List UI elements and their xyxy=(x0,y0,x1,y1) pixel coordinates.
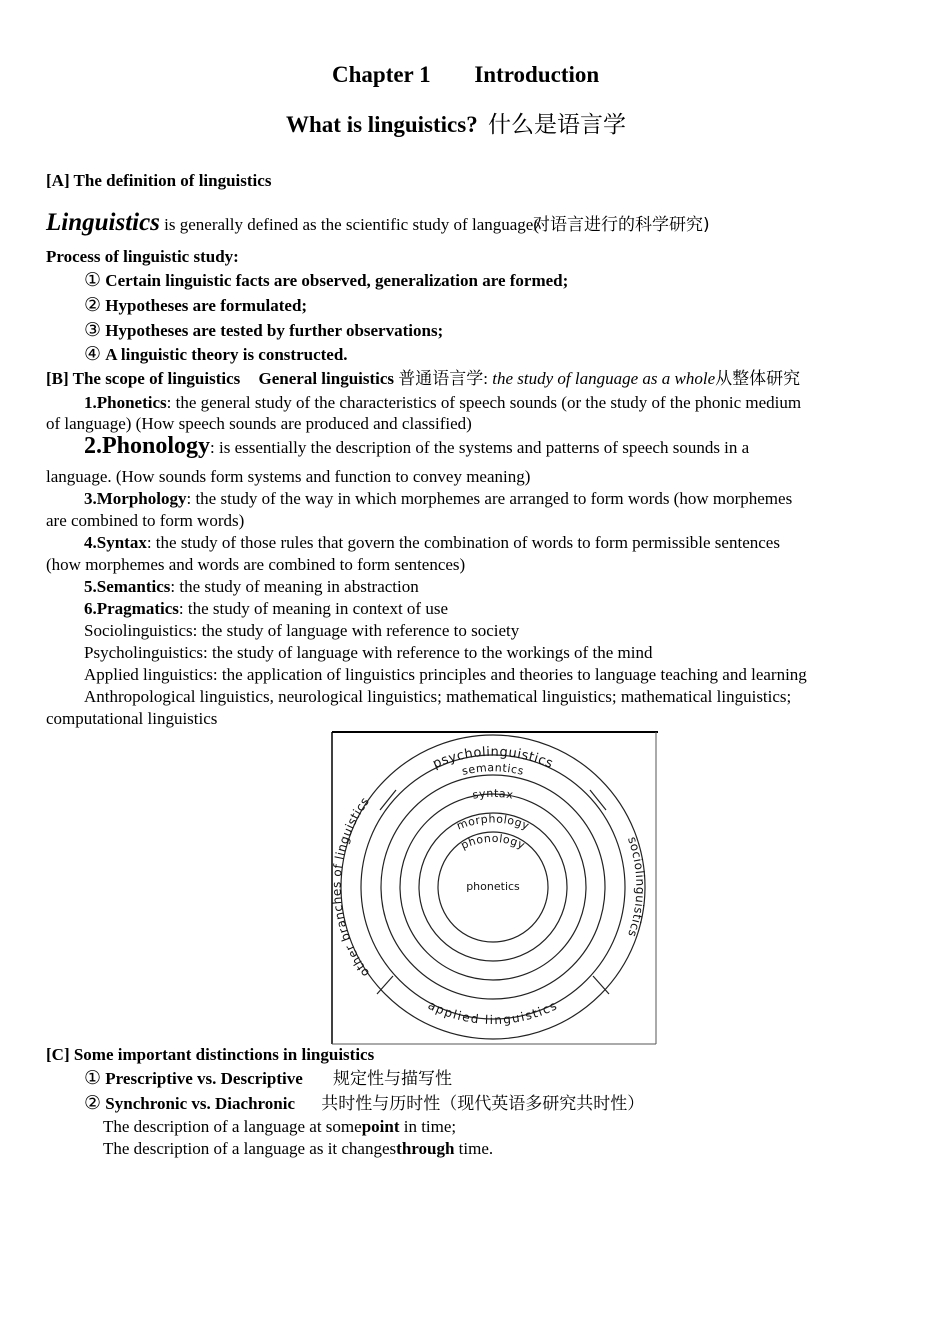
label-morphology: morphology xyxy=(454,812,532,833)
step-text: A linguistic theory is constructed. xyxy=(105,345,348,364)
psycholinguistics-line: Psycholinguistics: the study of language with reference to the workings of the mind xyxy=(84,643,653,662)
section-b-heading: [B] The scope of linguistics xyxy=(46,369,241,388)
process-step xyxy=(84,295,307,317)
general-definition: the study of language as a whole xyxy=(492,369,716,388)
diachronic-text-end: time. xyxy=(454,1139,494,1158)
definition-text: is generally defined as the scientific study of language( xyxy=(159,215,539,234)
distinction-cn: 规定性与描写性 xyxy=(333,1069,453,1089)
step-number: ③ xyxy=(84,320,102,341)
general-colon: : xyxy=(483,369,489,388)
general-linguistics: General linguistics xyxy=(258,369,395,388)
sociolinguistics-line: Sociolinguistics: the study of language with reference to society xyxy=(84,621,520,640)
pragmatics-def: : the study of meaning in context of use xyxy=(178,599,449,618)
chapter-number: Chapter 1 xyxy=(332,62,431,87)
morphology-def: : the study of the way in which morphemes are arranged to form words (how morphemes xyxy=(186,489,793,508)
label-applied-linguistics: applied linguistics xyxy=(425,997,561,1028)
label-phonology: phonology xyxy=(458,831,528,853)
synchronic-text-end: in time; xyxy=(399,1117,457,1136)
phonology-term: 2.Phonology xyxy=(84,433,211,459)
syntax-line xyxy=(84,533,780,553)
label-psycholinguistics: psycholinguistics xyxy=(430,744,556,772)
phonetics-line-2: of language) (How speech sounds are produced and classified) xyxy=(46,414,472,433)
step-number: ② xyxy=(84,295,102,316)
chapter-title: Introduction xyxy=(474,62,600,87)
distinction-cn: 共时性与历时性（现代英语多研究共时性） xyxy=(321,1094,645,1114)
chapter-heading xyxy=(332,62,599,88)
semantics-term: 5.Semantics xyxy=(84,577,171,596)
process-step xyxy=(84,320,443,342)
syntax-def: : the study of those rules that govern the combination of words to form permissible sentences xyxy=(146,533,780,552)
distinction-item xyxy=(84,1068,452,1090)
general-definition-cn: 从整体研究 xyxy=(715,369,801,389)
semantics-line xyxy=(84,577,419,597)
phonetics-line xyxy=(84,393,801,413)
syntax-term: 4.Syntax xyxy=(84,533,147,552)
diachronic-definition xyxy=(103,1139,493,1159)
distinction-text: Synchronic vs. Diachronic xyxy=(105,1094,295,1113)
divider-lower-left xyxy=(377,976,393,994)
distinction-number: ① xyxy=(84,1068,102,1089)
label-sociolinguistics: sociolinguistics xyxy=(624,834,648,940)
distinction-text: Prescriptive vs. Descriptive xyxy=(105,1069,303,1088)
section-a-heading: [A] The definition of linguistics xyxy=(46,171,272,190)
morphology-line xyxy=(84,489,792,509)
definition-term: Linguistics xyxy=(46,209,160,236)
pragmatics-term: 6.Pragmatics xyxy=(84,599,179,618)
phonology-def: : is essentially the description of the systems and patterns of speech sounds in a xyxy=(210,438,750,457)
anthropological-line: Anthropological linguistics, neurological linguistics; mathematical linguistics; mathematical linguistics; xyxy=(84,687,792,706)
synchronic-definition xyxy=(103,1117,456,1137)
anthropological-line-2: computational linguistics xyxy=(46,709,218,728)
section-c-heading: [C] Some important distinctions in linguistics xyxy=(46,1045,375,1064)
morphology-term: 3.Morphology xyxy=(84,489,187,508)
subtitle-en: What is linguistics? xyxy=(286,112,478,137)
diachronic-emphasis: through xyxy=(396,1139,455,1158)
phonetics-def: : the general study of the characteristics of speech sounds (or the study of the phonic medium xyxy=(166,393,802,412)
distinction-item xyxy=(84,1093,644,1115)
pragmatics-line xyxy=(84,599,448,619)
step-number: ④ xyxy=(84,344,102,365)
label-semantics: semantics xyxy=(460,761,526,778)
definition-cn: 对语言进行的科学研究) xyxy=(533,215,710,235)
step-text: Certain linguistic facts are observed, generalization are formed; xyxy=(105,271,569,290)
process-heading: Process of linguistic study: xyxy=(46,247,239,266)
definition-line xyxy=(46,209,710,238)
morphology-line-2: are combined to form words) xyxy=(46,511,245,530)
semantics-def: : the study of meaning in abstraction xyxy=(170,577,419,596)
section-b-heading-line xyxy=(46,369,800,390)
process-step xyxy=(84,344,348,366)
subtitle xyxy=(286,112,626,138)
label-other-branches: other branches of linguistics xyxy=(330,794,373,980)
synchronic-emphasis: point xyxy=(361,1117,400,1136)
general-linguistics-cn: 普通语言学 xyxy=(398,369,484,389)
label-syntax: syntax xyxy=(471,786,515,802)
applied-linguistics-line: Applied linguistics: the application of linguistics principles and theories to language teaching and learning xyxy=(84,665,807,684)
label-phonetics: phonetics xyxy=(466,880,520,893)
subtitle-cn: 什么是语言学 xyxy=(487,112,626,138)
synchronic-text: The description of a language at some xyxy=(103,1117,362,1136)
phonology-line-2: language. (How sounds form systems and function to convey meaning) xyxy=(46,467,531,486)
phonetics-term: 1.Phonetics xyxy=(84,393,167,412)
step-text: Hypotheses are tested by further observations; xyxy=(105,321,444,340)
phonology-line xyxy=(84,433,749,461)
distinction-number: ② xyxy=(84,1093,102,1114)
divider-lower-right xyxy=(593,976,609,994)
step-text: Hypotheses are formulated; xyxy=(105,296,308,315)
diachronic-text: The description of a language as it changes xyxy=(103,1139,397,1158)
linguistics-branches-diagram xyxy=(330,730,660,1046)
step-number: ① xyxy=(84,270,102,291)
process-step xyxy=(84,270,568,292)
syntax-line-2: (how morphemes and words are combined to form sentences) xyxy=(46,555,466,574)
